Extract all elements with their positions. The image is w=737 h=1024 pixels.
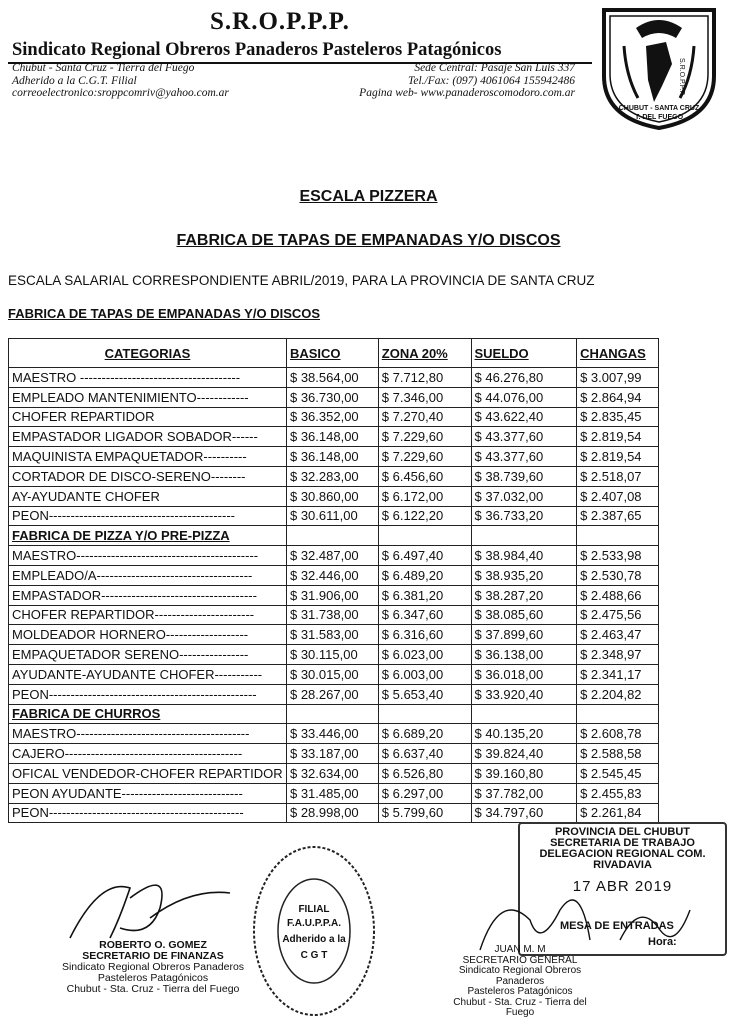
- salary-table: [8, 338, 659, 823]
- zona-cell: $ 6.526,80: [378, 763, 471, 783]
- changas-cell: $ 2.341,17: [577, 664, 659, 684]
- basico-cell: $ 36.352,00: [286, 407, 378, 427]
- basico-cell: $ 28.267,00: [286, 684, 378, 704]
- changas-cell: $ 2.348,97: [577, 645, 659, 665]
- union-name: Sindicato Regional Obreros Panaderos Pasteleros Patagónicos: [12, 40, 502, 60]
- signer-org: Sindicato Regional Obreros Panaderos: [458, 965, 582, 987]
- basico-cell: $ 31.906,00: [286, 585, 378, 605]
- header-basico: BASICO: [286, 339, 378, 368]
- zona-cell: $ 6.316,60: [378, 625, 471, 645]
- basico-cell: $ 36.730,00: [286, 387, 378, 407]
- table-row: [9, 506, 659, 526]
- header-changas: CHANGAS: [577, 339, 659, 368]
- zona-cell: $ 7.712,80: [378, 368, 471, 388]
- table-row: [9, 466, 659, 486]
- header-zona: ZONA 20%: [378, 339, 471, 368]
- basico-cell: $ 30.860,00: [286, 486, 378, 506]
- logo-region-text: CHUBUT - SANTA CRUZ: [618, 105, 700, 112]
- basico-cell: $ 32.487,00: [286, 546, 378, 566]
- table-row: [9, 664, 659, 684]
- changas-cell: $ 2.387,65: [577, 506, 659, 526]
- table-caption: FABRICA DE TAPAS DE EMPANADAS Y/O DISCOS: [8, 306, 321, 321]
- changas-cell: $ 2.475,56: [577, 605, 659, 625]
- sueldo-cell: $ 37.032,00: [471, 486, 577, 506]
- seal-line: Adherido a la: [282, 934, 346, 945]
- basico-cell: $ 30.611,00: [286, 506, 378, 526]
- changas-cell: $ 2.530,78: [577, 565, 659, 585]
- zona-cell: $ 7.270,40: [378, 407, 471, 427]
- changas-cell: $ 2.488,66: [577, 585, 659, 605]
- category-cell: PEON------------------------------------------------: [9, 684, 287, 704]
- basico-cell: $ 32.283,00: [286, 466, 378, 486]
- category-cell: CHOFER REPARTIDOR-----------------------: [9, 605, 287, 625]
- basico-cell: $ 30.115,00: [286, 645, 378, 665]
- header-left-line: Chubut - Santa Cruz - Tierra del Fuego: [12, 62, 195, 74]
- zona-cell: $ 7.229,60: [378, 447, 471, 467]
- basico-cell: $ 28.998,00: [286, 803, 378, 823]
- sueldo-cell: $ 38.935,20: [471, 565, 577, 585]
- table-row: [9, 625, 659, 645]
- stamp-mesa: MESA DE ENTRADAS: [560, 920, 674, 932]
- table-row: [9, 783, 659, 803]
- sueldo-cell: $ 33.920,40: [471, 684, 577, 704]
- table-row: [9, 724, 659, 744]
- zona-cell: [378, 704, 471, 724]
- signer-role: SECRETARIO GENERAL: [462, 954, 578, 966]
- zona-cell: $ 6.497,40: [378, 546, 471, 566]
- zona-cell: $ 6.689,20: [378, 724, 471, 744]
- basico-cell: $ 31.583,00: [286, 625, 378, 645]
- basico-cell: $ 30.015,00: [286, 664, 378, 684]
- table-row: [9, 684, 659, 704]
- sueldo-cell: $ 38.287,20: [471, 585, 577, 605]
- zona-cell: $ 6.122,20: [378, 506, 471, 526]
- sueldo-cell: $ 46.276,80: [471, 368, 577, 388]
- changas-cell: $ 2.608,78: [577, 724, 659, 744]
- sueldo-cell: $ 36.018,00: [471, 664, 577, 684]
- table-row: [9, 605, 659, 625]
- left-signature: [60, 858, 250, 948]
- document-description: ESCALA SALARIAL CORRESPONDIENTE ABRIL/2019, PARA LA PROVINCIA DE SANTA CRUZ: [8, 273, 595, 288]
- category-cell: CORTADOR DE DISCO-SERENO--------: [9, 466, 287, 486]
- sueldo-cell: $ 36.733,20: [471, 506, 577, 526]
- category-cell: EMPASTADOR------------------------------------: [9, 585, 287, 605]
- zona-cell: $ 7.229,60: [378, 427, 471, 447]
- signature-left-block: [58, 940, 248, 995]
- stamp-line: DELEGACION REGIONAL COM. RIVADAVIA: [539, 848, 706, 871]
- sueldo-cell: [471, 704, 577, 724]
- table-section-row: [9, 704, 659, 724]
- logo-fuego-text: T. DEL FUEGO: [634, 114, 684, 121]
- sueldo-cell: $ 34.797,60: [471, 803, 577, 823]
- sueldo-cell: $ 37.782,00: [471, 783, 577, 803]
- sueldo-cell: $ 44.076,00: [471, 387, 577, 407]
- sueldo-cell: $ 40.135,20: [471, 724, 577, 744]
- zona-cell: [378, 526, 471, 546]
- table-row: [9, 763, 659, 783]
- table-row: [9, 387, 659, 407]
- category-cell: MAQUINISTA EMPAQUETADOR----------: [9, 447, 287, 467]
- category-cell: PEON-------------------------------------------: [9, 506, 287, 526]
- document-title: ESCALA PIZZERA: [299, 188, 438, 205]
- basico-cell: $ 38.564,00: [286, 368, 378, 388]
- category-cell: EMPLEADO/A------------------------------------: [9, 565, 287, 585]
- table-row: [9, 585, 659, 605]
- category-cell: CHOFER REPARTIDOR: [9, 407, 287, 427]
- zona-cell: $ 6.347,60: [378, 605, 471, 625]
- category-cell: OFICAL VENDEDOR-CHOFER REPARTIDOR: [9, 763, 287, 783]
- category-cell: CAJERO-----------------------------------------: [9, 744, 287, 764]
- seal-line: F.A.U.P.P.A.: [286, 918, 342, 929]
- stamp-hora: Hora:: [648, 936, 677, 948]
- zona-cell: $ 5.653,40: [378, 684, 471, 704]
- seal-text-group: [250, 842, 378, 1020]
- section-heading: FABRICA DE PIZZA Y/O PRE-PIZZA: [9, 526, 287, 546]
- changas-cell: [577, 526, 659, 546]
- section-heading: FABRICA DE CHURROS: [9, 704, 287, 724]
- zona-cell: $ 5.799,60: [378, 803, 471, 823]
- basico-cell: $ 36.148,00: [286, 427, 378, 447]
- zona-cell: $ 6.003,00: [378, 664, 471, 684]
- sueldo-cell: $ 36.138,00: [471, 645, 577, 665]
- stamp-line: SECRETARIA DE TRABAJO: [550, 837, 695, 849]
- header-right-line: Tel./Fax: (097) 4061064 155942486: [408, 74, 575, 87]
- basico-cell: $ 33.446,00: [286, 724, 378, 744]
- category-cell: MAESTRO -------------------------------------: [9, 368, 287, 388]
- table-row: [9, 803, 659, 823]
- category-cell: MAESTRO----------------------------------------: [9, 724, 287, 744]
- seal-line: C G T: [300, 950, 328, 961]
- seal-line: FILIAL: [298, 904, 330, 915]
- basico-cell: $ 31.738,00: [286, 605, 378, 625]
- sueldo-cell: $ 43.377,60: [471, 427, 577, 447]
- changas-cell: $ 2.463,47: [577, 625, 659, 645]
- signer-org: Pasteleros Patagónicos: [467, 986, 573, 997]
- basico-cell: $ 36.148,00: [286, 447, 378, 467]
- changas-cell: $ 2.407,08: [577, 486, 659, 506]
- changas-cell: $ 2.204,82: [577, 684, 659, 704]
- stamp-date: 17 ABR 2019: [572, 878, 673, 895]
- category-cell: MOLDEADOR HORNERO-------------------: [9, 625, 287, 645]
- table-row: [9, 368, 659, 388]
- table-row: [9, 427, 659, 447]
- signer-name: ROBERTO O. GOMEZ: [99, 939, 207, 951]
- table-section-row: [9, 526, 659, 546]
- header-right-info: [359, 62, 575, 100]
- basico-cell: [286, 704, 378, 724]
- changas-cell: $ 2.819,54: [577, 447, 659, 467]
- header-left-line: correoelectronico:sroppcomriv@yahoo.com.ar: [12, 87, 229, 99]
- basico-cell: $ 32.634,00: [286, 763, 378, 783]
- category-cell: AYUDANTE-AYUDANTE CHOFER-----------: [9, 664, 287, 684]
- zona-cell: $ 6.456,60: [378, 466, 471, 486]
- zona-cell: $ 6.637,40: [378, 744, 471, 764]
- signer-name: JUAN M. M: [494, 944, 546, 955]
- sueldo-cell: $ 39.160,80: [471, 763, 577, 783]
- basico-cell: $ 31.485,00: [286, 783, 378, 803]
- sueldo-cell: $ 38.984,40: [471, 546, 577, 566]
- sueldo-cell: $ 38.739,60: [471, 466, 577, 486]
- changas-cell: $ 2.455,83: [577, 783, 659, 803]
- changas-cell: [577, 704, 659, 724]
- signer-org: Sindicato Regional Obreros Panaderos: [61, 961, 245, 973]
- changas-cell: $ 3.007,99: [577, 368, 659, 388]
- union-acronym: S.R.O.P.P.P.: [210, 8, 350, 35]
- document-subtitle: FABRICA DE TAPAS DE EMPANADAS Y/O DISCOS: [176, 232, 561, 249]
- category-cell: EMPAQUETADOR SERENO----------------: [9, 645, 287, 665]
- header-sueldo: SUELDO: [471, 339, 577, 368]
- category-cell: MAESTRO------------------------------------------: [9, 546, 287, 566]
- zona-cell: $ 6.381,20: [378, 585, 471, 605]
- table-row: [9, 546, 659, 566]
- changas-cell: $ 2.533,98: [577, 546, 659, 566]
- basico-cell: [286, 526, 378, 546]
- logo-acronym-text: S.R.O.P.P.P.: [678, 58, 685, 97]
- category-cell: EMPLEADO MANTENIMIENTO------------: [9, 387, 287, 407]
- changas-cell: $ 2.518,07: [577, 466, 659, 486]
- category-cell: PEON AYUDANTE----------------------------: [9, 783, 287, 803]
- table-row: [9, 447, 659, 467]
- category-cell: AY-AYUDANTE CHOFER: [9, 486, 287, 506]
- sueldo-cell: $ 39.824,40: [471, 744, 577, 764]
- sueldo-cell: [471, 526, 577, 546]
- sueldo-cell: $ 38.085,60: [471, 605, 577, 625]
- sueldo-cell: $ 37.899,60: [471, 625, 577, 645]
- changas-cell: $ 2.261,84: [577, 803, 659, 823]
- changas-cell: $ 2.545,45: [577, 763, 659, 783]
- sueldo-cell: $ 43.377,60: [471, 447, 577, 467]
- category-cell: EMPASTADOR LIGADOR SOBADOR------: [9, 427, 287, 447]
- header-left-line: Adherido a la C.G.T. Filial: [12, 74, 137, 87]
- category-cell: PEON---------------------------------------------: [9, 803, 287, 823]
- zona-cell: $ 6.023,00: [378, 645, 471, 665]
- header-categorias: CATEGORIAS: [9, 339, 287, 368]
- sueldo-cell: $ 43.622,40: [471, 407, 577, 427]
- basico-cell: $ 33.187,00: [286, 744, 378, 764]
- signer-role: SECRETARIO DE FINANZAS: [82, 950, 224, 962]
- changas-cell: $ 2.864,94: [577, 387, 659, 407]
- signer-org: Chubut - Sta. Cruz - Tierra del Fuego: [453, 996, 587, 1018]
- signature-right-block: [440, 945, 600, 1019]
- header-left-info: [12, 62, 229, 100]
- changas-cell: $ 2.588,58: [577, 744, 659, 764]
- basico-cell: $ 32.446,00: [286, 565, 378, 585]
- table-header-row: [9, 339, 659, 368]
- table-row: [9, 486, 659, 506]
- zona-cell: $ 6.172,00: [378, 486, 471, 506]
- header-right-line: Sede Central: Pasaje San Luis 337: [414, 62, 575, 74]
- signer-org: Pasteleros Patagónicos: [97, 972, 209, 984]
- changas-cell: $ 2.819,54: [577, 427, 659, 447]
- table-row: [9, 645, 659, 665]
- zona-cell: $ 6.297,00: [378, 783, 471, 803]
- header-right-line: Pagina web- www.panaderoscomodoro.com.ar: [359, 87, 575, 99]
- signer-org: Chubut - Sta. Cruz - Tierra del Fuego: [66, 983, 240, 995]
- changas-cell: $ 2.835,45: [577, 407, 659, 427]
- union-logo: [596, 6, 722, 130]
- table-row: [9, 565, 659, 585]
- stamp-line: PROVINCIA DEL CHUBUT: [554, 826, 691, 838]
- table-row: [9, 407, 659, 427]
- table-row: [9, 744, 659, 764]
- zona-cell: $ 7.346,00: [378, 387, 471, 407]
- zona-cell: $ 6.489,20: [378, 565, 471, 585]
